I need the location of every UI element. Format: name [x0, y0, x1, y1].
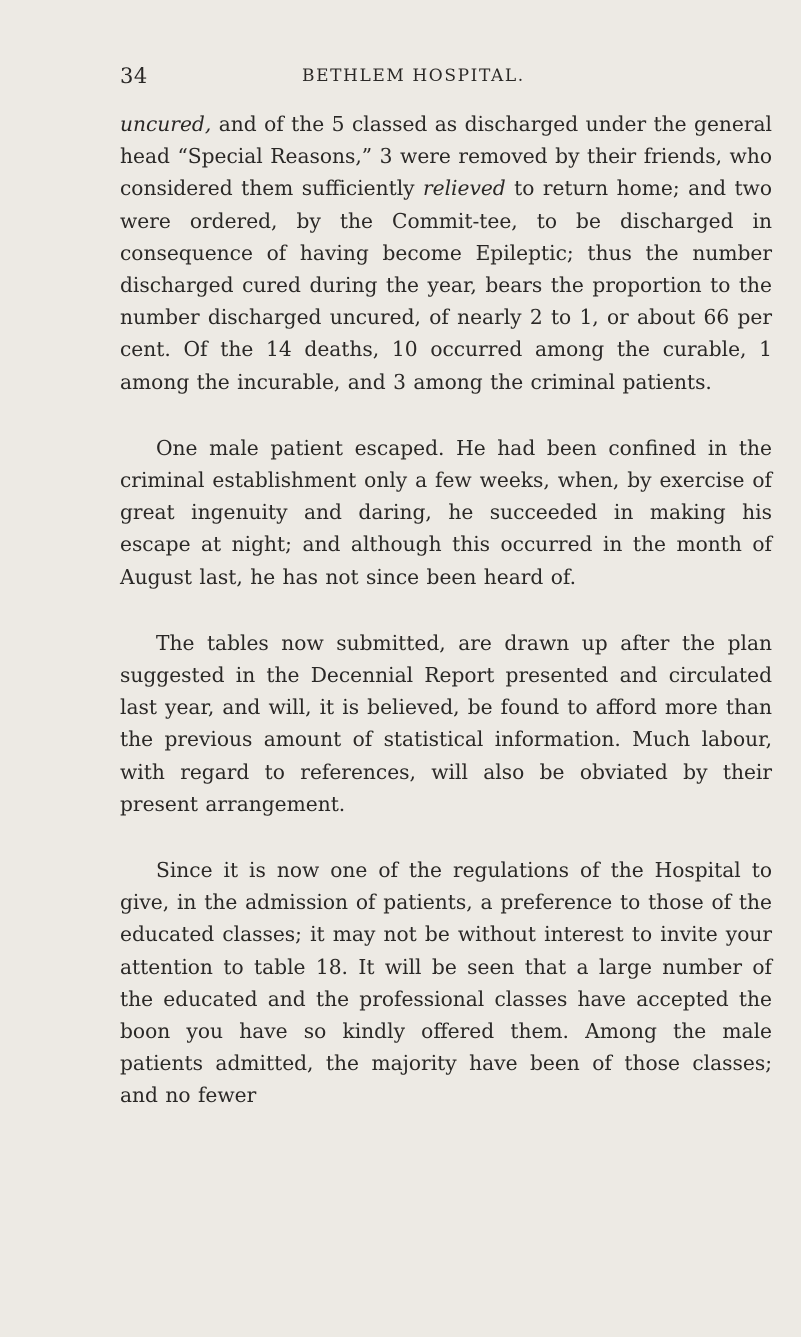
body-text — [120, 108, 772, 1146]
text-segment: and of the 5 classed as discharged under the general head “Special Reasons,” 3 were removed by their friends, who considered them sufficiently — [120, 112, 772, 201]
text-segment: Since it is now one of the regulations of the Hospital to give, in the admission of patients, a preference to those of the educated classes; it may not be without interest to invite your attention to table 18. It will be seen that a large number of the educated and the professional classes have accepted the boon you have so kindly offered them. Among the male patients admitted, the majority have been of those classes; and no fewer — [120, 858, 772, 1108]
paragraph-4 — [120, 854, 772, 1112]
paragraph-2 — [120, 432, 772, 593]
text-segment: to return home; and two were ordered, by the Commit-tee, to be discharged in consequence of having become Epileptic; thus the number discharged cured during the year, bears the proportion to the number discharged uncured, of nearly 2 to 1, or about 66 per cent. Of the 14 deaths, 10 occurred among the curable, 1 among the incurable, and 3 among the criminal patients. — [120, 176, 772, 394]
text-segment: One male patient escaped. He had been confined in the criminal establishment only a few weeks, when, by exercise of great ingenuity and daring, he succeeded in making his escape at night; and although this occurred in the month of August last, he has not since been heard of. — [120, 435, 772, 589]
paragraph-3 — [120, 627, 772, 820]
page-number: 34 — [120, 64, 148, 88]
text-segment: The tables now submitted, are drawn up after the plan suggested in the Decennial Report presented and circulated last year, and will, it is believed, be found to afford more than the previous amount of statistical information. Much labour, with regard to references, will also be obviated by their present arrangement. — [120, 630, 772, 816]
text-segment: uncured, — [120, 112, 212, 136]
text-segment: relieved — [422, 176, 506, 201]
page-header — [120, 64, 770, 94]
running-head: BETHLEM HOSPITAL. — [302, 66, 525, 86]
paragraph-1 — [120, 108, 772, 398]
